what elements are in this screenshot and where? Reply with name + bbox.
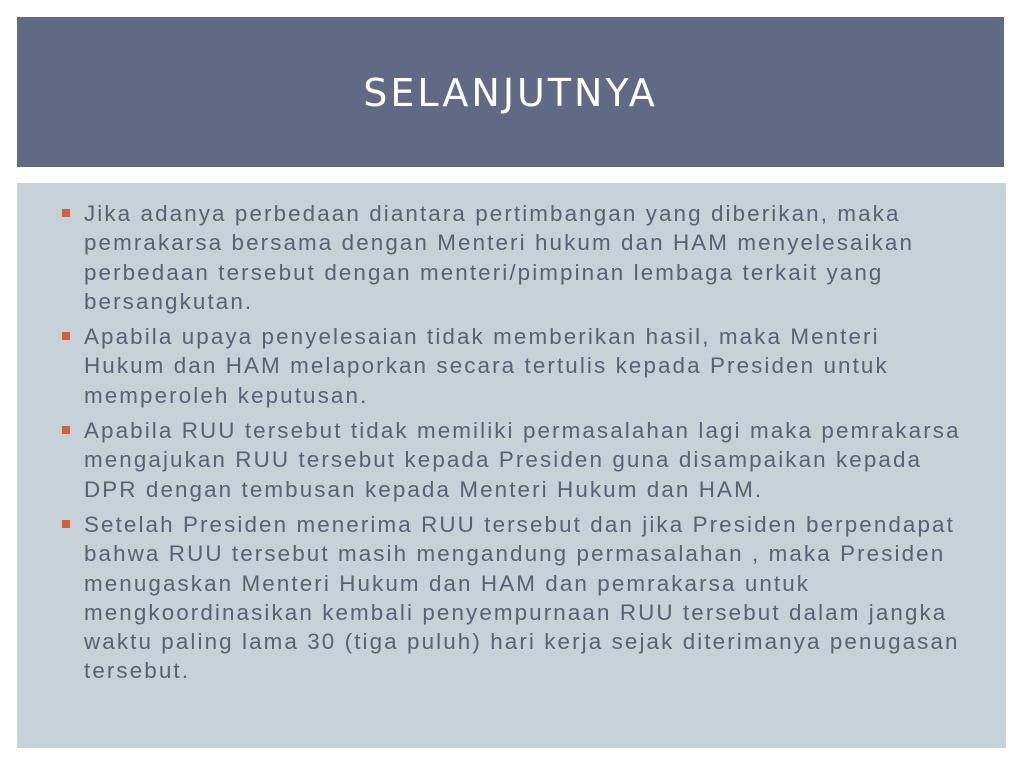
bullet-list xyxy=(62,199,966,686)
bullet-text: Setelah Presiden menerima RUU tersebut dan jika Presiden berpendapat bahwa RUU tersebut masih mengandung permasalahan , maka Presiden menugaskan Menteri Hukum dan HAM dan pemrakarsa untuk mengkoordinasikan kembali penyempurnaan RUU tersebut dalam jangka waktu paling lama 30 (tiga puluh) hari kerja sejak diterimanya penugasan tersebut. xyxy=(84,511,960,684)
square-bullet-icon xyxy=(62,520,70,528)
bullet-text: Jika adanya perbedaan diantara pertimbangan yang diberikan, maka pemrakarsa bersama dengan Menteri hukum dan HAM menyelesaikan perbedaan tersebut dengan menteri/pimpinan lembaga terkait yang bersangkutan. xyxy=(84,201,915,314)
bullet-item xyxy=(62,199,966,316)
bullet-item xyxy=(62,416,966,504)
bullet-item xyxy=(62,510,966,686)
title-band xyxy=(17,17,1004,167)
square-bullet-icon xyxy=(62,209,70,217)
content-box xyxy=(17,183,1006,748)
bullet-text: Apabila RUU tersebut tidak memiliki permasalahan lagi maka pemrakarsa mengajukan RUU tersebut kepada Presiden guna disampaikan kepada DPR dengan tembusan kepada Menteri Hukum dan HAM. xyxy=(84,418,961,502)
square-bullet-icon xyxy=(62,332,70,340)
bullet-item xyxy=(62,322,966,410)
square-bullet-icon xyxy=(62,426,70,434)
bullet-text: Apabila upaya penyelesaian tidak memberikan hasil, maka Menteri Hukum dan HAM melaporkan secara tertulis kepada Presiden untuk memperoleh keputusan. xyxy=(84,324,889,408)
slide-title: SELANJUTNYA xyxy=(363,71,658,115)
